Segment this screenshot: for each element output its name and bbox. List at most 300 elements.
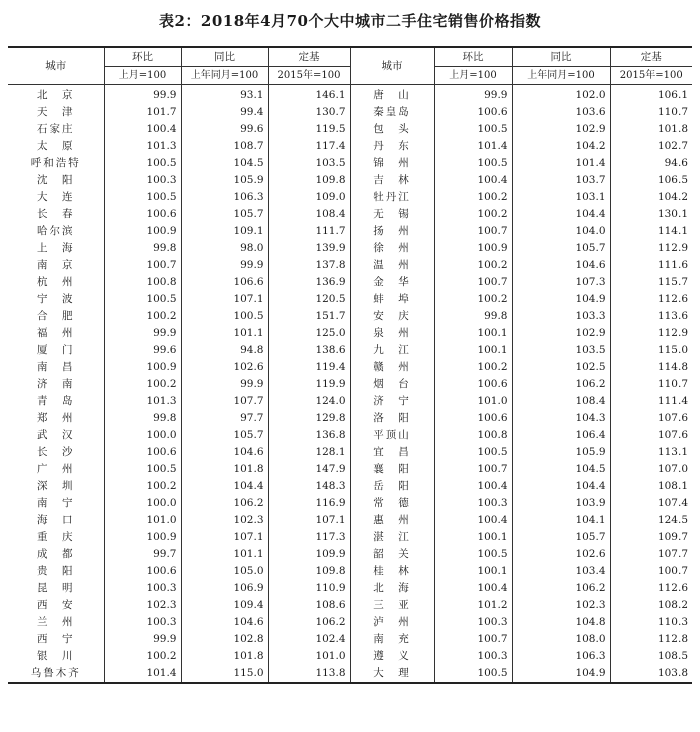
left-yoy-cell: 100.5 [181,308,268,325]
left-yoy-cell: 99.9 [181,376,268,393]
table-row [8,223,692,240]
left-city-cell: 深 圳 [8,478,104,495]
header-row-1 [8,47,692,67]
table-row [8,393,692,410]
left-mom-cell: 100.5 [104,189,181,206]
right-city-cell: 大 理 [350,665,434,683]
left-city-cell: 合 肥 [8,308,104,325]
right-city-cell: 常 德 [350,495,434,512]
subheader-mom-right: 上月=100 [434,67,512,85]
right-yoy-cell: 104.5 [512,461,610,478]
right-mom-cell: 100.5 [434,121,512,138]
right-fixed-cell: 107.4 [657,497,688,509]
right-city-cell: 徐 州 [350,240,434,257]
right-yoy-cell: 104.9 [512,291,610,308]
left-mom-cell: 99.8 [104,410,181,427]
table-body [8,85,692,684]
right-fixed-cell: 115.7 [657,276,688,288]
right-fixed-cell: 111.4 [657,395,688,407]
left-fixed-cell: 106.2 [268,614,350,631]
left-yoy-cell: 94.8 [181,342,268,359]
left-city-cell: 杭 州 [8,274,104,291]
left-fixed-cell: 130.7 [268,104,350,121]
table-title: 表2：2018年4月70个大中城市二手住宅销售价格指数 [159,12,541,30]
left-fixed-cell: 138.6 [268,342,350,359]
right-city-cell: 唐 山 [350,85,434,105]
left-yoy-cell: 98.0 [181,240,268,257]
left-city-cell: 南 京 [8,257,104,274]
right-city-cell: 丹 东 [350,138,434,155]
table-row [8,410,692,427]
table-row [8,85,692,105]
left-yoy-cell: 101.1 [181,546,268,563]
right-city-cell: 南 充 [350,631,434,648]
right-fixed-cell: 110.7 [657,378,688,390]
right-city-cell: 惠 州 [350,512,434,529]
right-yoy-cell: 103.6 [512,104,610,121]
left-fixed-cell: 107.1 [268,512,350,529]
left-fixed-cell: 129.8 [268,410,350,427]
left-mom-cell: 101.3 [104,393,181,410]
left-fixed-cell: 113.8 [268,665,350,683]
left-city-cell: 福 州 [8,325,104,342]
right-yoy-cell: 104.8 [512,614,610,631]
left-yoy-cell: 99.6 [181,121,268,138]
left-fixed-cell: 120.5 [268,291,350,308]
left-city-cell: 武 汉 [8,427,104,444]
left-mom-cell: 100.3 [104,580,181,597]
right-yoy-cell: 106.3 [512,648,610,665]
price-index-table [8,46,692,684]
right-city-cell: 金 华 [350,274,434,291]
left-mom-cell: 100.5 [104,461,181,478]
left-city-cell: 大 连 [8,189,104,206]
table-row [8,580,692,597]
table-row [8,631,692,648]
left-city-cell: 南 宁 [8,495,104,512]
right-fixed-cell: 110.3 [657,616,688,628]
left-mom-cell: 100.8 [104,274,181,291]
right-fixed-cell: 109.7 [657,531,688,543]
table-row [8,172,692,189]
left-mom-cell: 100.6 [104,563,181,580]
table-row [8,597,692,614]
right-fixed-cell: 113.1 [657,446,688,458]
left-mom-cell: 100.0 [104,495,181,512]
left-city-cell: 重 庆 [8,529,104,546]
left-city-cell: 厦 门 [8,342,104,359]
right-yoy-cell: 105.7 [512,240,610,257]
left-fixed-cell: 109.0 [268,189,350,206]
right-mom-cell: 100.7 [434,461,512,478]
right-yoy-cell: 101.4 [512,155,610,172]
left-mom-cell: 99.7 [104,546,181,563]
right-city-cell: 秦皇岛 [350,104,434,121]
right-city-cell: 赣 州 [350,359,434,376]
left-city-cell: 济 南 [8,376,104,393]
right-fixed-cell: 106.1 [657,89,688,101]
right-yoy-cell: 107.3 [512,274,610,291]
left-mom-cell: 100.5 [104,155,181,172]
table-row [8,342,692,359]
right-mom-cell: 100.2 [434,291,512,308]
left-fixed-cell: 117.3 [268,529,350,546]
left-city-cell: 哈尔滨 [8,223,104,240]
right-yoy-cell: 102.9 [512,325,610,342]
left-yoy-cell: 101.8 [181,461,268,478]
right-yoy-cell: 105.9 [512,444,610,461]
right-fixed-cell: 102.7 [657,140,688,152]
right-yoy-cell: 106.4 [512,427,610,444]
left-mom-cell: 102.3 [104,597,181,614]
right-fixed-cell: 108.2 [657,599,688,611]
left-city-cell: 郑 州 [8,410,104,427]
left-yoy-cell: 106.2 [181,495,268,512]
right-yoy-cell: 108.4 [512,393,610,410]
left-mom-cell: 101.7 [104,104,181,121]
left-city-cell: 太 原 [8,138,104,155]
table-row [8,495,692,512]
right-yoy-cell: 105.7 [512,529,610,546]
left-mom-cell: 100.2 [104,478,181,495]
table-row [8,546,692,563]
left-mom-cell: 100.9 [104,359,181,376]
right-mom-cell: 100.8 [434,427,512,444]
right-yoy-cell: 104.1 [512,512,610,529]
left-city-cell: 西 安 [8,597,104,614]
right-fixed-cell: 113.6 [657,310,688,322]
right-yoy-cell: 103.3 [512,308,610,325]
right-city-cell: 蚌 埠 [350,291,434,308]
right-yoy-cell: 103.5 [512,342,610,359]
left-city-cell: 海 口 [8,512,104,529]
left-city-cell: 西 宁 [8,631,104,648]
left-mom-cell: 100.4 [104,121,181,138]
right-mom-cell: 100.4 [434,580,512,597]
right-fixed-cell: 112.8 [657,633,688,645]
table-row [8,257,692,274]
left-yoy-cell: 109.4 [181,597,268,614]
left-city-cell: 贵 阳 [8,563,104,580]
left-city-cell: 呼和浩特 [8,155,104,172]
left-mom-cell: 99.9 [104,325,181,342]
left-fixed-cell: 101.0 [268,648,350,665]
header-city-left: 城市 [8,47,104,85]
right-fixed-cell: 107.6 [657,429,688,441]
right-fixed-cell: 106.5 [657,174,688,186]
left-city-cell: 青 岛 [8,393,104,410]
right-city-cell: 岳 阳 [350,478,434,495]
right-yoy-cell: 102.6 [512,546,610,563]
left-mom-cell: 100.7 [104,257,181,274]
right-yoy-cell: 104.0 [512,223,610,240]
left-city-cell: 南 昌 [8,359,104,376]
left-fixed-cell: 108.6 [268,597,350,614]
right-mom-cell: 100.2 [434,189,512,206]
right-fixed-cell: 115.0 [657,344,688,356]
right-mom-cell: 100.3 [434,614,512,631]
left-yoy-cell: 109.1 [181,223,268,240]
right-yoy-cell: 106.2 [512,376,610,393]
right-city-cell: 洛 阳 [350,410,434,427]
right-mom-cell: 100.2 [434,257,512,274]
table-row [8,444,692,461]
subheader-yoy-right: 上年同月=100 [512,67,610,85]
header-yoy-left: 同比 [181,47,268,67]
table-row [8,376,692,393]
right-mom-cell: 100.4 [434,478,512,495]
right-mom-cell: 100.3 [434,495,512,512]
right-city-cell: 吉 林 [350,172,434,189]
right-fixed-cell: 114.1 [657,225,688,237]
right-city-cell: 北 海 [350,580,434,597]
right-city-cell: 湛 江 [350,529,434,546]
right-fixed-cell: 107.6 [657,412,688,424]
right-city-cell: 平顶山 [350,427,434,444]
left-city-cell: 长 春 [8,206,104,223]
table-row [8,512,692,529]
right-fixed-cell: 103.8 [657,667,688,679]
right-yoy-cell: 104.4 [512,206,610,223]
right-mom-cell: 100.5 [434,546,512,563]
right-yoy-cell: 103.9 [512,495,610,512]
table-row [8,648,692,665]
left-yoy-cell: 104.6 [181,614,268,631]
right-city-cell: 牡丹江 [350,189,434,206]
right-city-cell: 安 庆 [350,308,434,325]
left-mom-cell: 99.8 [104,240,181,257]
left-yoy-cell: 115.0 [181,665,268,683]
right-yoy-cell: 104.6 [512,257,610,274]
right-mom-cell: 99.9 [434,85,512,105]
right-fixed-cell: 94.6 [664,157,688,169]
left-fixed-cell: 146.1 [268,85,350,105]
table-row [8,325,692,342]
subheader-mom-left: 上月=100 [104,67,181,85]
right-fixed-cell: 130.1 [657,208,688,220]
right-yoy-cell: 104.4 [512,478,610,495]
right-yoy-cell: 104.2 [512,138,610,155]
header-fixed-left: 定基 [268,47,350,67]
right-yoy-cell: 102.9 [512,121,610,138]
table-row [8,478,692,495]
header-yoy-right: 同比 [512,47,610,67]
left-yoy-cell: 101.1 [181,325,268,342]
left-fixed-cell: 116.9 [268,495,350,512]
left-fixed-cell: 110.9 [268,580,350,597]
left-fixed-cell: 136.8 [268,427,350,444]
left-mom-cell: 100.2 [104,376,181,393]
subheader-fixed-left: 2015年=100 [268,67,350,85]
left-fixed-cell: 139.9 [268,240,350,257]
left-fixed-cell: 102.4 [268,631,350,648]
right-fixed-cell: 107.0 [657,463,688,475]
table-row [8,529,692,546]
left-city-cell: 北 京 [8,85,104,105]
right-fixed-cell: 110.7 [657,106,688,118]
right-fixed-cell: 100.7 [657,565,688,577]
right-city-cell: 宜 昌 [350,444,434,461]
left-city-cell: 广 州 [8,461,104,478]
left-yoy-cell: 97.7 [181,410,268,427]
left-mom-cell: 100.0 [104,427,181,444]
left-fixed-cell: 137.8 [268,257,350,274]
subheader-fixed-right: 2015年=100 [610,67,692,85]
right-yoy-cell: 103.1 [512,189,610,206]
left-fixed-cell: 148.3 [268,478,350,495]
table-row [8,665,692,683]
table-row [8,206,692,223]
header-city-right: 城市 [350,47,434,85]
right-fixed-cell: 101.8 [657,123,688,135]
left-yoy-cell: 106.3 [181,189,268,206]
right-mom-cell: 100.6 [434,104,512,121]
right-mom-cell: 100.5 [434,155,512,172]
right-city-cell: 三 亚 [350,597,434,614]
right-mom-cell: 99.8 [434,308,512,325]
left-yoy-cell: 105.7 [181,427,268,444]
right-mom-cell: 100.1 [434,529,512,546]
left-fixed-cell: 108.4 [268,206,350,223]
left-city-cell: 成 都 [8,546,104,563]
left-city-cell: 乌鲁木齐 [8,665,104,683]
left-fixed-cell: 111.7 [268,223,350,240]
right-fixed-cell: 114.8 [657,361,688,373]
right-city-cell: 桂 林 [350,563,434,580]
left-mom-cell: 100.3 [104,172,181,189]
right-city-cell: 锦 州 [350,155,434,172]
left-city-cell: 石家庄 [8,121,104,138]
left-fixed-cell: 109.8 [268,172,350,189]
left-city-cell: 长 沙 [8,444,104,461]
left-yoy-cell: 107.7 [181,393,268,410]
left-mom-cell: 101.4 [104,665,181,683]
left-mom-cell: 101.0 [104,512,181,529]
left-yoy-cell: 106.6 [181,274,268,291]
right-mom-cell: 100.1 [434,325,512,342]
right-city-cell: 无 锡 [350,206,434,223]
right-mom-cell: 100.2 [434,359,512,376]
right-fixed-cell: 104.2 [657,191,688,203]
table-row [8,308,692,325]
table-row [8,121,692,138]
left-fixed-cell: 128.1 [268,444,350,461]
table-row [8,104,692,121]
left-fixed-cell: 103.5 [268,155,350,172]
right-mom-cell: 100.1 [434,342,512,359]
right-city-cell: 扬 州 [350,223,434,240]
left-fixed-cell: 151.7 [268,308,350,325]
left-mom-cell: 100.2 [104,648,181,665]
table-row [8,291,692,308]
right-mom-cell: 100.7 [434,223,512,240]
left-yoy-cell: 102.8 [181,631,268,648]
table-row [8,359,692,376]
header-mom-left: 环比 [104,47,181,67]
right-yoy-cell: 102.0 [512,85,610,105]
right-fixed-cell: 107.7 [657,548,688,560]
left-yoy-cell: 101.8 [181,648,268,665]
right-yoy-cell: 108.0 [512,631,610,648]
right-city-cell: 泸 州 [350,614,434,631]
right-mom-cell: 101.2 [434,597,512,614]
left-yoy-cell: 104.6 [181,444,268,461]
left-mom-cell: 100.6 [104,206,181,223]
left-yoy-cell: 107.1 [181,291,268,308]
table-row [8,155,692,172]
left-yoy-cell: 105.7 [181,206,268,223]
right-city-cell: 九 江 [350,342,434,359]
left-fixed-cell: 109.9 [268,546,350,563]
left-mom-cell: 100.6 [104,444,181,461]
left-yoy-cell: 102.6 [181,359,268,376]
left-mom-cell: 100.5 [104,291,181,308]
table-row [8,240,692,257]
table-row [8,189,692,206]
left-city-cell: 上 海 [8,240,104,257]
right-fixed-cell: 112.9 [657,242,688,254]
left-city-cell: 天 津 [8,104,104,121]
left-mom-cell: 100.2 [104,308,181,325]
header-fixed-right: 定基 [610,47,692,67]
left-city-cell: 昆 明 [8,580,104,597]
table-row [8,614,692,631]
left-yoy-cell: 105.9 [181,172,268,189]
right-fixed-cell: 108.5 [657,650,688,662]
left-fixed-cell: 124.0 [268,393,350,410]
right-mom-cell: 101.0 [434,393,512,410]
right-mom-cell: 100.1 [434,563,512,580]
right-fixed-cell: 111.6 [657,259,688,271]
right-city-cell: 济 宁 [350,393,434,410]
right-mom-cell: 100.2 [434,206,512,223]
left-mom-cell: 101.3 [104,138,181,155]
right-yoy-cell: 103.4 [512,563,610,580]
left-city-cell: 沈 阳 [8,172,104,189]
left-yoy-cell: 99.4 [181,104,268,121]
right-mom-cell: 100.5 [434,444,512,461]
left-fixed-cell: 119.5 [268,121,350,138]
left-fixed-cell: 125.0 [268,325,350,342]
left-fixed-cell: 109.8 [268,563,350,580]
left-city-cell: 兰 州 [8,614,104,631]
left-yoy-cell: 104.4 [181,478,268,495]
right-yoy-cell: 106.2 [512,580,610,597]
left-fixed-cell: 136.9 [268,274,350,291]
right-city-cell: 烟 台 [350,376,434,393]
left-fixed-cell: 119.4 [268,359,350,376]
left-yoy-cell: 102.3 [181,512,268,529]
right-fixed-cell: 112.6 [657,582,688,594]
right-fixed-cell: 124.5 [657,514,688,526]
right-city-cell: 温 州 [350,257,434,274]
left-mom-cell: 99.9 [104,85,181,105]
header-mom-right: 环比 [434,47,512,67]
left-mom-cell: 100.3 [104,614,181,631]
left-mom-cell: 99.9 [104,631,181,648]
right-yoy-cell: 103.7 [512,172,610,189]
right-city-cell: 包 头 [350,121,434,138]
left-fixed-cell: 117.4 [268,138,350,155]
right-mom-cell: 100.6 [434,410,512,427]
left-yoy-cell: 106.9 [181,580,268,597]
table-row [8,461,692,478]
left-yoy-cell: 93.1 [181,85,268,105]
table-row [8,563,692,580]
left-yoy-cell: 104.5 [181,155,268,172]
right-mom-cell: 101.4 [434,138,512,155]
left-mom-cell: 100.9 [104,223,181,240]
